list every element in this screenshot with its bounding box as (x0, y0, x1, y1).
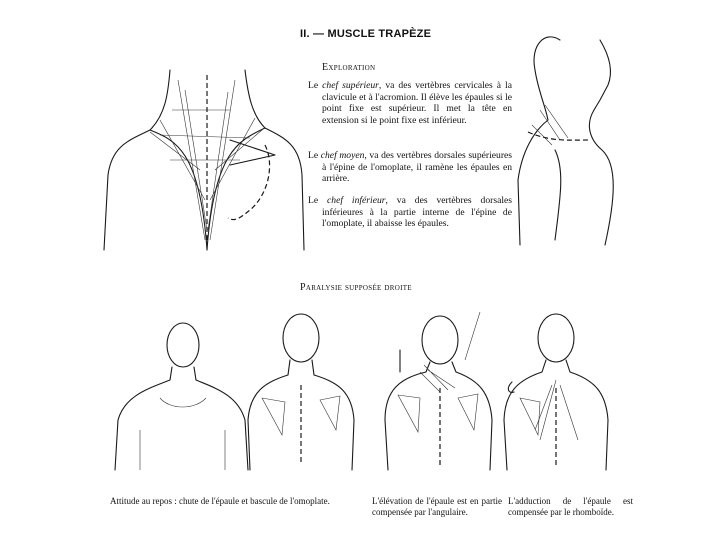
caption-resting: Attitude au repos : chute de l'épaule et bascule de l'omoplate. (110, 496, 330, 506)
para-text: , va des vertèbres dorsales supérieures à l'épine de l'omoplate, il ramène les épaules en arrière. (322, 150, 512, 185)
para-term: chef inférieur (327, 195, 386, 206)
trapezius-side-figure (518, 37, 613, 245)
paralysie-heading: Paralysie supposée droite (300, 282, 412, 293)
back-adduction-figure (504, 314, 608, 470)
trapezius-back-figure (104, 70, 304, 250)
para-term: chef moyen (320, 150, 365, 161)
caption-elevation: L'élévation de l'épaule est en partie compensée par l'angulaire. (372, 496, 502, 517)
caption-adduction: L'adduction de l'épaule est compensée par le rhomboïde. (508, 496, 633, 517)
back-elevation-figure (385, 312, 492, 470)
back-resting-figure (248, 314, 354, 470)
para-text: , va des vertèbres dorsales inférieures à la partie interne de l'épine de l'omoplate, il abaisse les épaules. (322, 195, 512, 230)
exploration-heading: Exploration (322, 62, 376, 73)
paragraph-chef-moyen (308, 150, 512, 185)
para-prefix: Le (308, 80, 323, 91)
front-resting-figure (115, 323, 248, 470)
para-prefix: Le (308, 150, 321, 161)
page-title: II. — MUSCLE TRAPÈZE (300, 28, 432, 40)
para-term: chef supérieur (322, 80, 379, 91)
paragraph-chef-superieur (308, 80, 512, 126)
paragraph-chef-inferieur (308, 195, 512, 230)
para-prefix: Le (308, 195, 328, 206)
para-text: , va des vertèbres cervicales à la clavicule et à l'acromion. Il élève les épaules si le point fixe est supérieur. Il met la tête en extension si le point fixe est inférieur. (322, 80, 512, 126)
